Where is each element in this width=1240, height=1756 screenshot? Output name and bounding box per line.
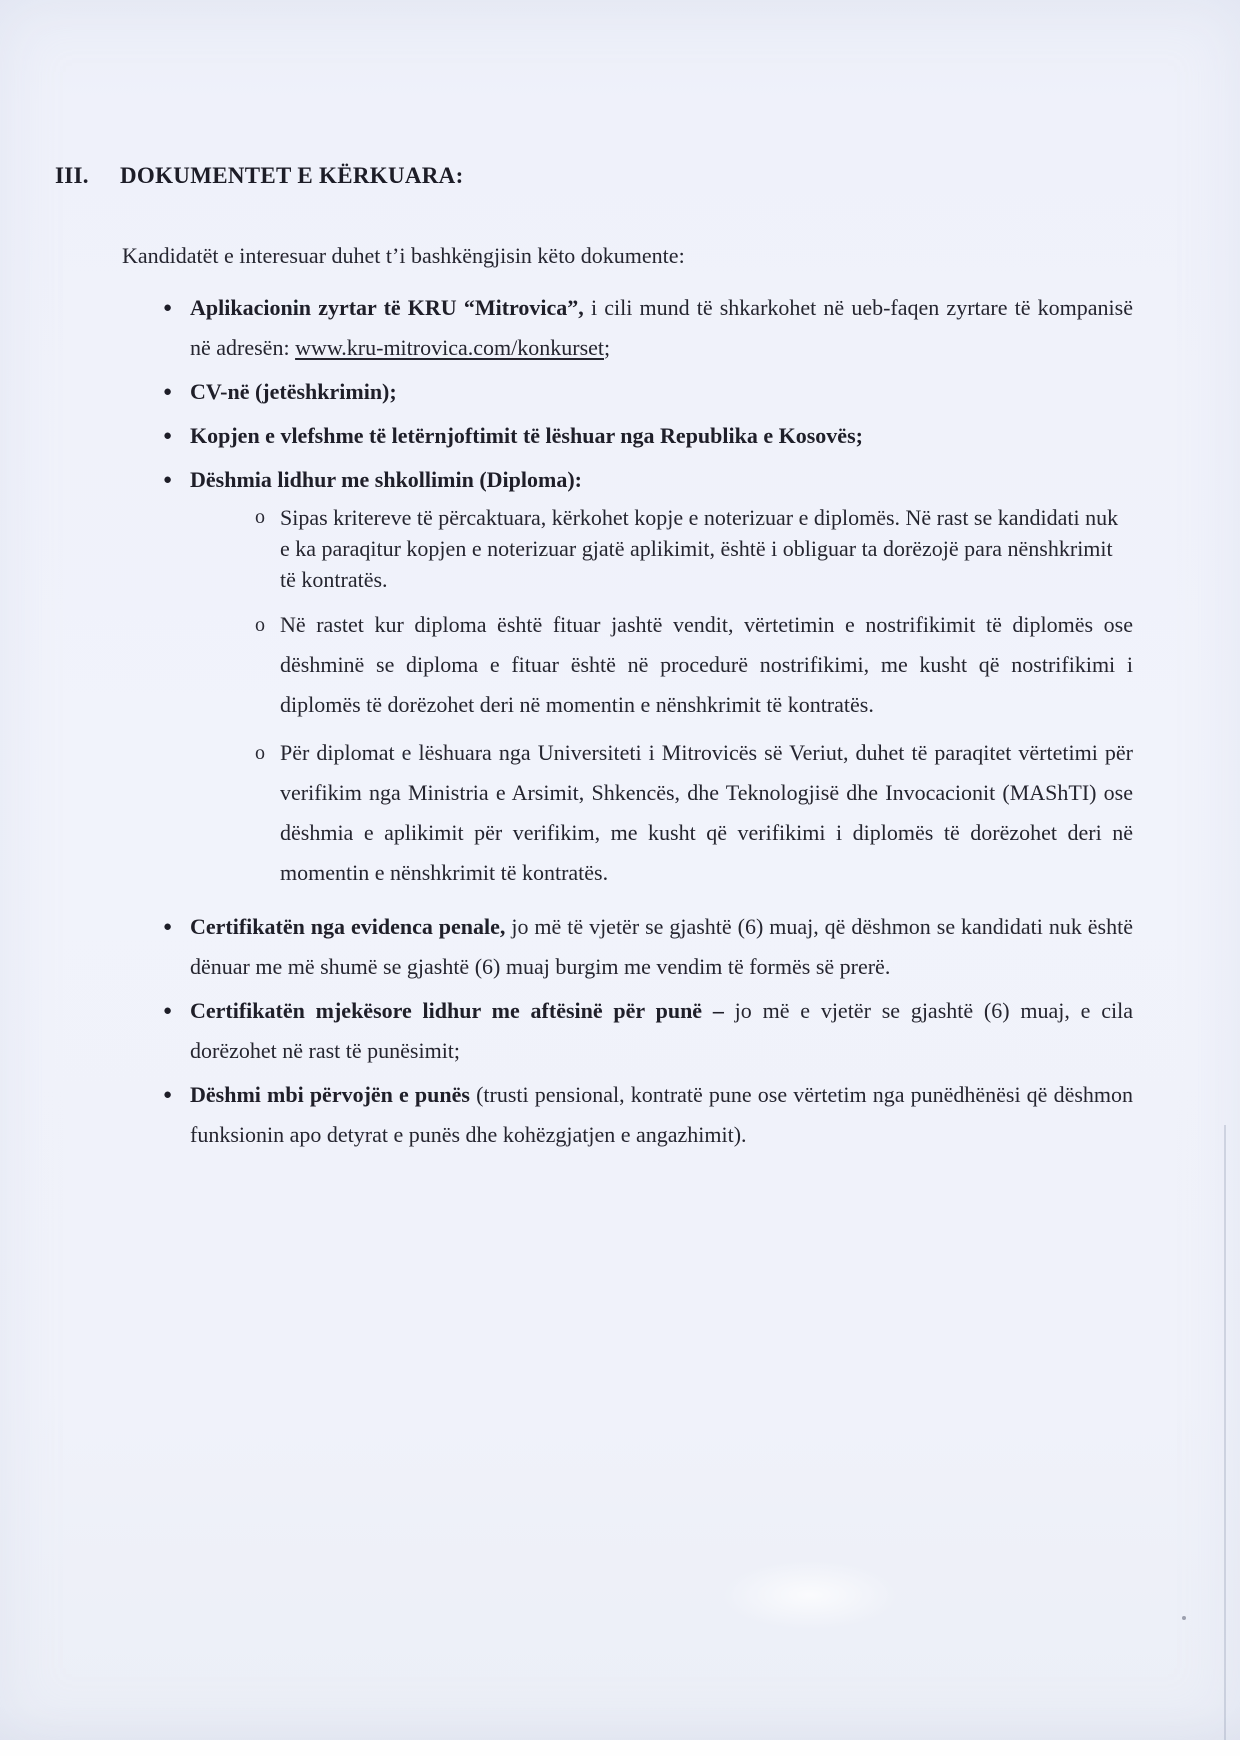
sub-list-item — [255, 502, 1133, 595]
list-item-text — [190, 1075, 1133, 1155]
list-item-text — [190, 907, 1133, 987]
section-heading — [55, 163, 1133, 189]
list-item-text — [190, 460, 1133, 899]
list-item-bold: Aplikacionin zyrtar të KRU “Mitrovica”, — [190, 295, 584, 320]
konkurset-link[interactable]: www.kru-mitrovica.com/konkurset — [295, 335, 605, 360]
bullet-icon: ● — [163, 384, 173, 400]
sub-item-text: Për diplomat e lëshuara nga Universiteti i Mitrovicës së Veriut, duhet të paraqitet vërtetimi për verifikim nga Ministria e Arsimit, Shkencës, dhe Teknologjisë dhe Invocacionit (MAShTI) ose dëshmia e aplikimit për verifikim, me kusht që verifikimi i diplomës të dorëzohet deri në momentin e nënshkrimit të kontratës. — [280, 740, 1133, 885]
sub-bullet-icon: o — [255, 614, 265, 636]
list-item — [163, 460, 1133, 899]
intro-paragraph: Kandidatët e interesuar duhet t’i bashkëngjisin këto dokumente: — [122, 243, 685, 268]
list-item-text — [190, 991, 1133, 1071]
list-item-rest: jo më të vjetër se gjashtë (6) muaj, që dëshmon se kandidati nuk është dënuar me më shumë se gjashtë (6) muaj burgim me vendim të formës së prerë. — [190, 914, 1133, 979]
list-item — [163, 416, 1133, 456]
sub-bullet-icon: o — [255, 506, 265, 528]
scan-edge-shadow — [1224, 1125, 1226, 1740]
list-item-bold: Dëshmia lidhur me shkollimin (Diploma): — [190, 467, 582, 492]
bullet-icon: ● — [163, 919, 173, 935]
list-item-bold: Dëshmi mbi përvojën e punës — [190, 1082, 470, 1107]
scan-bottom-margin — [0, 1740, 1240, 1756]
section-number: III. — [55, 163, 89, 188]
sub-list-item — [255, 733, 1133, 893]
list-item-text — [190, 416, 1133, 456]
list-item-bold: CV-në (jetëshkrimin); — [190, 379, 397, 404]
list-item — [163, 991, 1133, 1071]
list-item-rest: i cili mund të shkarkohet në ueb-faqen zyrtare të kompanisë në adresën: — [190, 295, 1133, 360]
list-item — [163, 1075, 1133, 1155]
bullet-icon: ● — [163, 1003, 173, 1019]
list-item-bold: Certifikatën mjekësore lidhur me aftësinë për punë – — [190, 998, 724, 1023]
scan-speck-artifact — [1182, 1616, 1186, 1620]
list-item-bold: Kopjen e vlefshme të letërnjoftimit të lëshuar nga Republika e Kosovës; — [190, 423, 863, 448]
bullet-icon: ● — [163, 1087, 173, 1103]
sub-item-text: Sipas kritereve të përcaktuara, kërkohet kopje e noterizuar e diplomës. Në rast se kandidati nuk e ka paraqitur kopjen e noterizuar gjatë aplikimit, është i obliguar ta dorëzojë para nënshkrimit të kontratës. — [280, 505, 1119, 592]
bullet-icon: ● — [163, 428, 173, 444]
list-item — [163, 288, 1133, 368]
list-item-rest: jo më e vjetër se gjashtë (6) muaj, e cila dorëzohet në rast të punësimit; — [190, 998, 1133, 1063]
list-item-after-link: ; — [604, 335, 611, 360]
sub-bullet-icon: o — [255, 742, 265, 764]
documents-list — [163, 288, 1133, 1155]
scan-smudge-artifact — [720, 1560, 900, 1630]
sub-item-text: Në rastet kur diploma është fituar jashtë vendit, vërtetimin e nostrifikimit të diplomës ose dëshminë se diploma e fituar është në procedurë nostrifikimi, me kusht që nostrifikimi i diplomës të dorëzohet deri në momentin e nënshkrimit të kontratës. — [280, 612, 1133, 717]
list-item-bold: Certifikatën nga evidenca penale, — [190, 914, 506, 939]
bullet-icon: ● — [163, 472, 173, 488]
sub-list-item — [255, 605, 1133, 725]
list-item — [163, 372, 1133, 412]
document-body — [55, 163, 1133, 1159]
list-item-text — [190, 372, 1133, 412]
diploma-sub-list — [255, 502, 1133, 893]
list-item-rest: (trusti pensional, kontratë pune ose vërtetim nga punëdhënësi që dëshmon funksionin apo detyrat e punës dhe kohëzgjatjen e angazhimit). — [190, 1082, 1134, 1147]
bullet-icon: ● — [163, 300, 173, 316]
list-item-text — [190, 288, 1133, 368]
list-item — [163, 907, 1133, 987]
section-title: DOKUMENTET E KËRKUARA: — [120, 163, 464, 188]
